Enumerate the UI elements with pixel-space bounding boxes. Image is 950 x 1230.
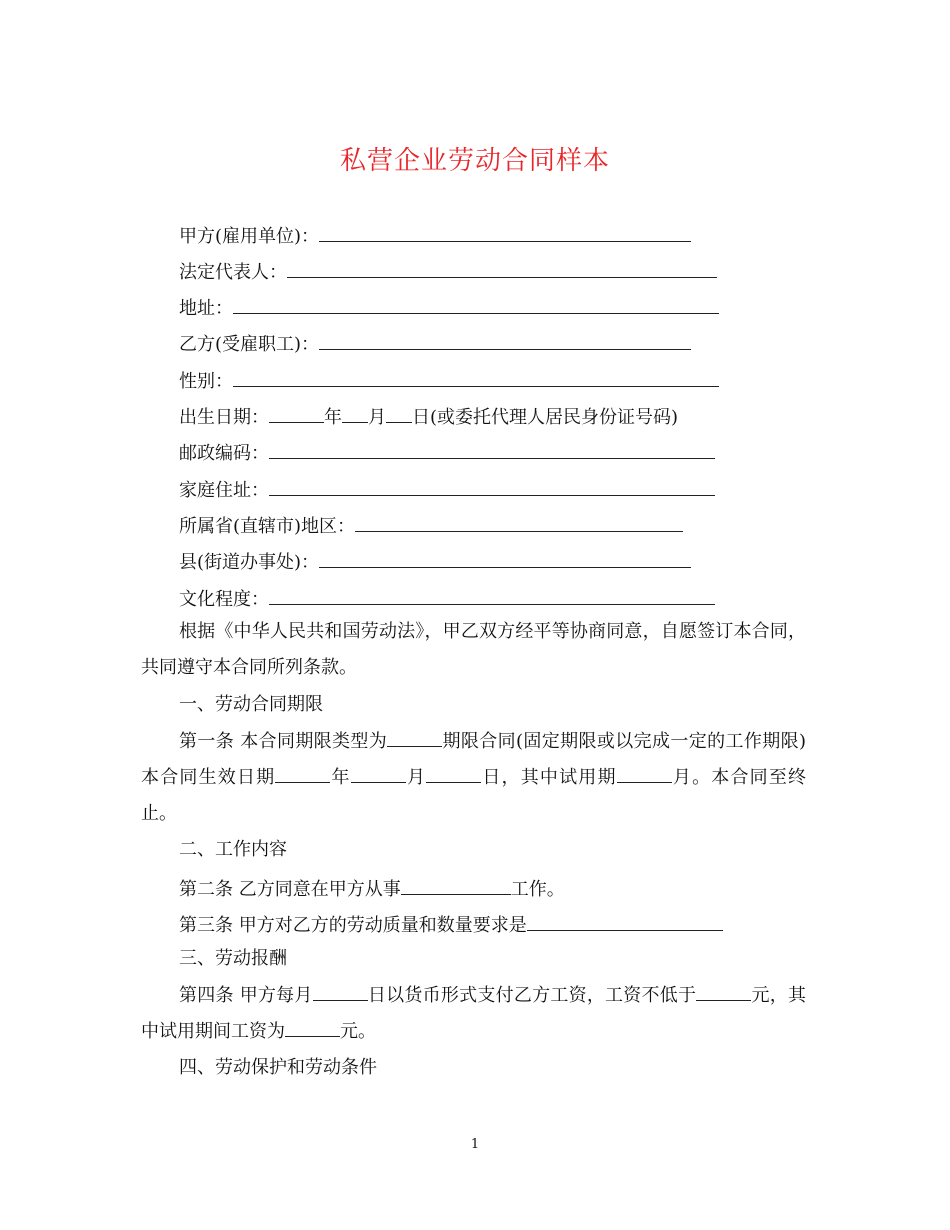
home-address-label: 家庭住址： xyxy=(179,480,269,501)
gender-blank xyxy=(233,368,719,387)
section-work-heading: 二、工作内容 xyxy=(179,839,287,860)
effective-day-blank xyxy=(426,764,481,783)
article-4-text-d: 元。 xyxy=(340,1021,376,1042)
legal-rep-label: 法定代表人： xyxy=(179,262,287,283)
probation-wage-blank xyxy=(285,1018,340,1037)
article-4-text-a: 第四条 甲方每月 xyxy=(179,985,313,1006)
education-label: 文化程度： xyxy=(179,589,269,610)
legal-rep-blank xyxy=(287,259,717,278)
page-number: 1 xyxy=(470,1137,480,1152)
document-title: 私营企业劳动合同样本 xyxy=(339,146,610,176)
address-field xyxy=(179,295,719,320)
article-1-month: 月 xyxy=(405,767,427,788)
birth-date-label: 出生日期： xyxy=(179,407,269,428)
article-1-text-b: 期限合同(固定期限或以完成一定的工作期限)本合同生效日期 xyxy=(141,731,806,788)
county-field xyxy=(179,549,691,574)
address-blank xyxy=(233,295,719,314)
section-protection-heading: 四、劳动保护和劳动条件 xyxy=(179,1057,377,1078)
article-1 xyxy=(141,724,806,832)
article-1-day: 日，其中试用期 xyxy=(481,767,617,788)
birth-day-blank xyxy=(386,404,412,423)
article-2 xyxy=(179,876,565,901)
birth-date-field xyxy=(179,404,678,429)
effective-year-blank xyxy=(275,764,330,783)
province-field xyxy=(179,513,683,538)
postal-code-field xyxy=(179,440,715,465)
effective-month-blank xyxy=(351,764,406,783)
legal-rep-field xyxy=(179,259,717,284)
party-a-label: 甲方(雇用单位)： xyxy=(179,226,320,247)
contract-type-blank xyxy=(387,728,442,747)
article-2-text-b: 工作。 xyxy=(510,879,565,900)
quality-requirement-blank xyxy=(527,912,723,931)
party-a-field xyxy=(179,223,691,248)
section-term-heading: 一、劳动合同期限 xyxy=(179,694,323,715)
article-2-text-a: 第二条 乙方同意在甲方从事 xyxy=(179,879,401,900)
county-label: 县(街道办事处)： xyxy=(179,552,320,573)
party-b-blank xyxy=(319,331,691,350)
province-blank xyxy=(355,513,683,532)
article-1-text-a: 第一条 本合同期限类型为 xyxy=(179,731,388,752)
birth-year-label: 年 xyxy=(324,407,342,428)
education-blank xyxy=(269,586,715,605)
party-b-label: 乙方(受雇职工)： xyxy=(179,334,320,355)
job-blank xyxy=(401,876,511,895)
gender-field xyxy=(179,368,719,393)
birth-month-blank xyxy=(342,404,368,423)
article-4-text-b: 日以货币形式支付乙方工资，工资不低于 xyxy=(367,985,697,1006)
min-wage-blank xyxy=(696,982,751,1001)
home-address-field xyxy=(179,477,715,502)
postal-code-label: 邮政编码： xyxy=(179,443,269,464)
gender-label: 性别： xyxy=(179,371,233,392)
party-b-field xyxy=(179,331,691,356)
education-field xyxy=(179,586,715,611)
birth-day-note: 日(或委托代理人居民身份证号码) xyxy=(412,407,679,428)
article-1-end: 月。本合同至终止。 xyxy=(141,767,807,824)
birth-month-label: 月 xyxy=(368,407,386,428)
party-a-blank xyxy=(319,223,691,242)
pay-day-blank xyxy=(313,982,368,1001)
postal-code-blank xyxy=(269,440,715,459)
article-4-text-c: 元，其中试用期间工资为 xyxy=(141,985,807,1042)
address-label: 地址： xyxy=(179,298,233,319)
county-blank xyxy=(319,549,691,568)
province-label: 所属省(直辖市)地区： xyxy=(179,516,356,537)
article-3 xyxy=(179,912,723,937)
probation-blank xyxy=(617,764,672,783)
article-3-text: 第三条 甲方对乙方的劳动质量和数量要求是 xyxy=(179,915,527,936)
home-address-blank xyxy=(269,477,715,496)
section-pay-heading: 三、劳动报酬 xyxy=(179,948,287,969)
article-4 xyxy=(141,978,806,1050)
birth-year-blank xyxy=(269,404,324,423)
intro-paragraph: 根据《中华人民共和国劳动法》，甲乙双方经平等协商同意，自愿签订本合同，共同遵守本合同所列条款。 xyxy=(141,621,806,678)
article-1-year: 年 xyxy=(330,767,351,788)
